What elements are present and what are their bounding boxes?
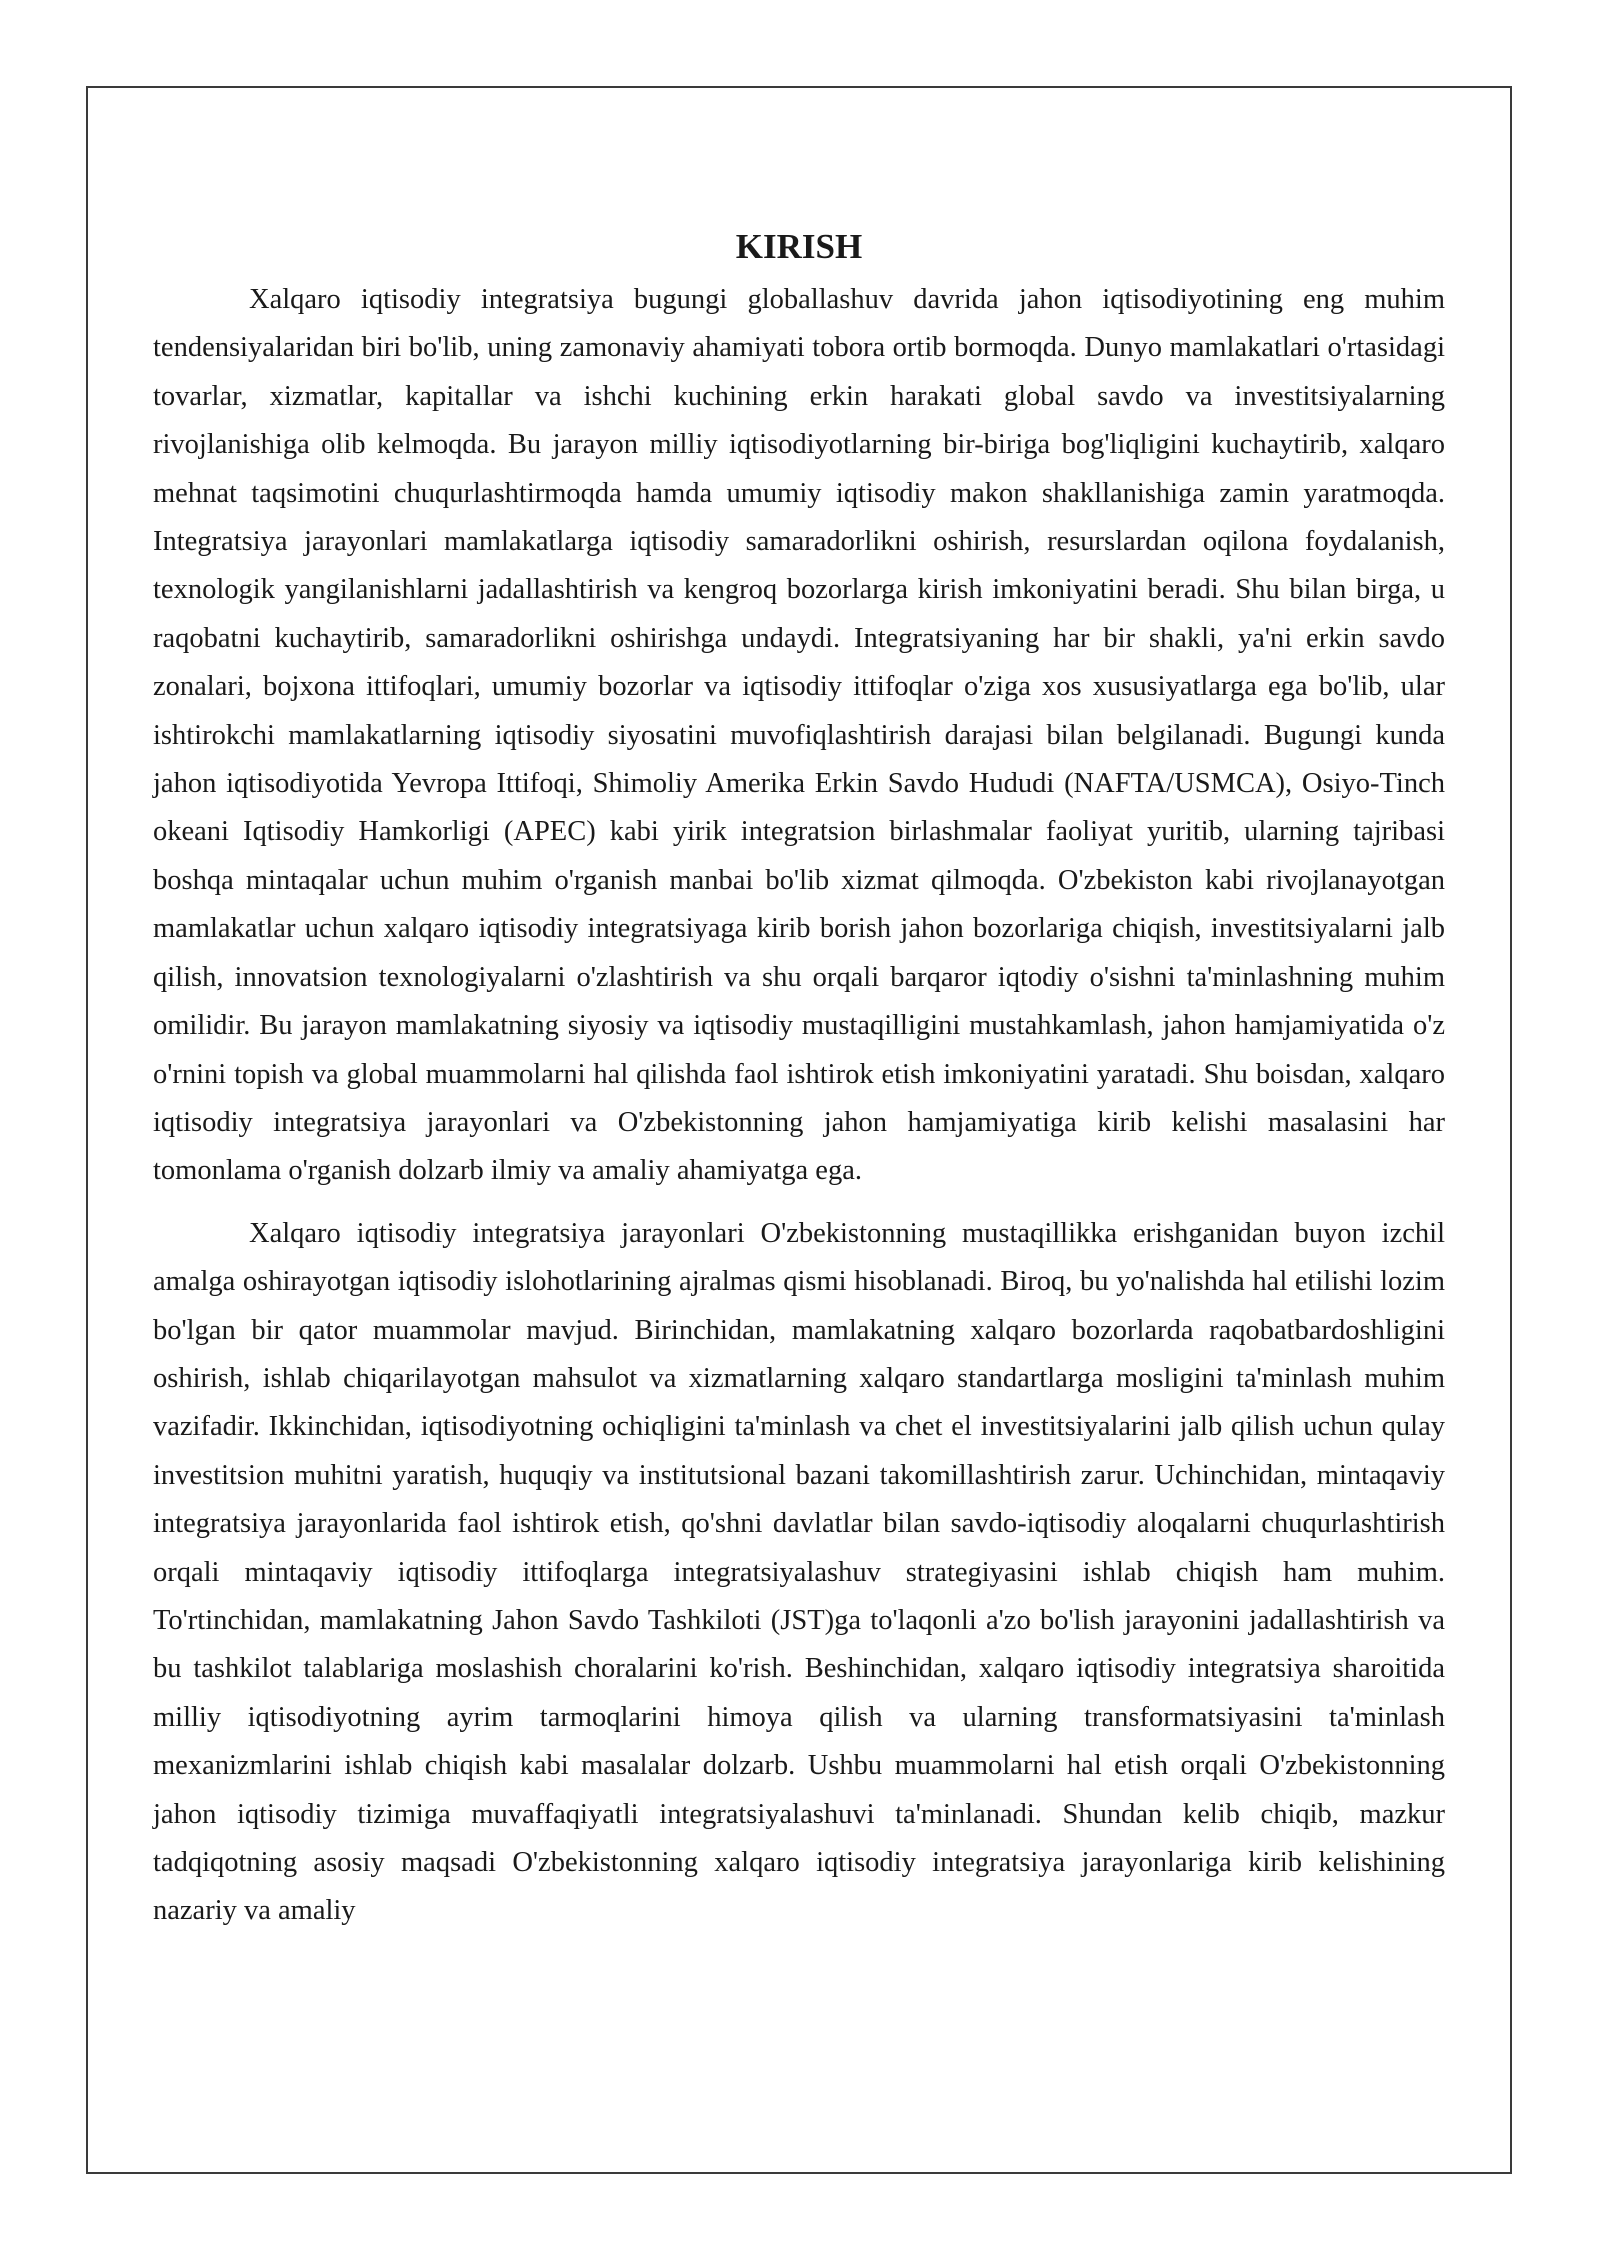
paragraph-1: Xalqaro iqtisodiy integratsiya bugungi globallashuv davrida jahon iqtisodiyotining eng muhim tendensiyalaridan biri bo'lib, uning zamonaviy ahamiyati tobora ortib bormoqda. Dunyo mamlakatlari o'rtasidagi tovarlar, xizmatlar, kapitallar va ishchi kuchining erkin harakati global savdo va investitsiyalarning rivojlanishiga olib kelmoqda. Bu jarayon milliy iqtisodiyotlarning bir-biriga bog'liqligini kuchaytirib, xalqaro mehnat taqsimotini chuqurlashtirmoqda hamda umumiy iqtisodiy makon shakllanishiga zamin yaratmoqda. Integratsiya jarayonlari mamlakatlarga iqtisodiy samaradorlikni oshirish, resurslardan oqilona foydalanish, texnologik yangilanishlarni jadallashtirish va kengroq bozorlarga kirish imkoniyatini beradi. Shu bilan birga, u raqobatni kuchaytirib, samaradorlikni oshirishga undaydi. Integratsiyaning har bir shakli, ya'ni erkin savdo zonalari, bojxona ittifoqlari, umumiy bozorlar va iqtisodiy ittifoqlar o'ziga xos xususiyatlarga ega bo'lib, ular ishtirokchi mamlakatlarning iqtisodiy siyosatini muvofiqlashtirish darajasi bilan belgilanadi. Bugungi kunda jahon iqtisodiyotida Yevropa Ittifoqi, Shimoliy Amerika Erkin Savdo Hududi (NAFTA/USMCA), Osiyo-Tinch okeani Iqtisodiy Hamkorligi (APEC) kabi yirik integratsion birlashmalar faoliyat yuritib, ularning tajribasi boshqa mintaqalar uchun muhim o'rganish manbai bo'lib xizmat qilmoqda. O'zbekiston kabi rivojlanayotgan mamlakatlar uchun xalqaro iqtisodiy integratsiyaga kirib borish jahon bozorlariga chiqish, investitsiyalarni jalb qilish, innovatsion texnologiyalarni o'zlashtirish va shu orqali barqaror iqtodiy o'sishni ta'minlashning muhim omilidir. Bu jarayon mamlakatning siyosiy va iqtisodiy mustaqilligini mustahkamlash, jahon hamjamiyatida o'z o'rnini topish va global muammolarni hal qilishda faol ishtirok etish imkoniyatini yaratadi. Shu boisdan, xalqaro iqtisodiy integratsiya jarayonlari va O'zbekistonning jahon hamjamiyatiga kirib kelishi masalasini har tomonlama o'rganish dolzarb ilmiy va amaliy ahamiyatga ega.: [153, 284, 1445, 1187]
document-title: KIRISH: [735, 227, 863, 266]
paragraph-2: Xalqaro iqtisodiy integratsiya jarayonlari O'zbekistonning mustaqillikka erishganidan buyon izchil amalga oshirayotgan iqtisodiy islohotlarining ajralmas qismi hisoblanadi. Biroq, bu yo'nalishda hal etilishi lozim bo'lgan bir qator muammolar mavjud. Birinchidan, mamlakatning xalqaro bozorlarda raqobatbardoshligini oshirish, ishlab chiqarilayotgan mahsulot va xizmatlarning xalqaro standartlarga mosligini ta'minlash muhim vazifadir. Ikkinchidan, iqtisodiyotning ochiqligini ta'minlash va chet el investitsiyalarini jalb qilish uchun qulay investitsion muhitni yaratish, huquqiy va institutsional bazani takomillashtirish zarur. Uchinchidan, mintaqaviy integratsiya jarayonlarida faol ishtirok etish, qo'shni davlatlar bilan savdo-iqtisodiy aloqalarni chuqurlashtirish orqali mintaqaviy iqtisodiy ittifoqlarga integratsiyalashuv strategiyasini ishlab chiqish ham muhim. To'rtinchidan, mamlakatning Jahon Savdo Tashkiloti (JST)ga to'laqonli a'zo bo'lish jarayonini jadallashtirish va bu tashkilot talablariga moslashish choralarini ko'rish. Beshinchidan, xalqaro iqtisodiy integratsiya sharoitida milliy iqtisodiyotning ayrim tarmoqlarini himoya qilish va ularning transformatsiyasini ta'minlash mexanizmlarini ishlab chiqish kabi masalalar dolzarb. Ushbu muammolarni hal etish orqali O'zbekistonning jahon iqtisodiy tizimiga muvaffaqiyatli integratsiyalashuvi ta'minlanadi. Shundan kelib chiqib, mazkur tadqiqotning asosiy maqsadi O'zbekistonning xalqaro iqtisodiy integratsiya jarayonlariga kirib kelishining nazariy va amaliy: [153, 1217, 1445, 1927]
document-body: [153, 222, 1445, 1950]
